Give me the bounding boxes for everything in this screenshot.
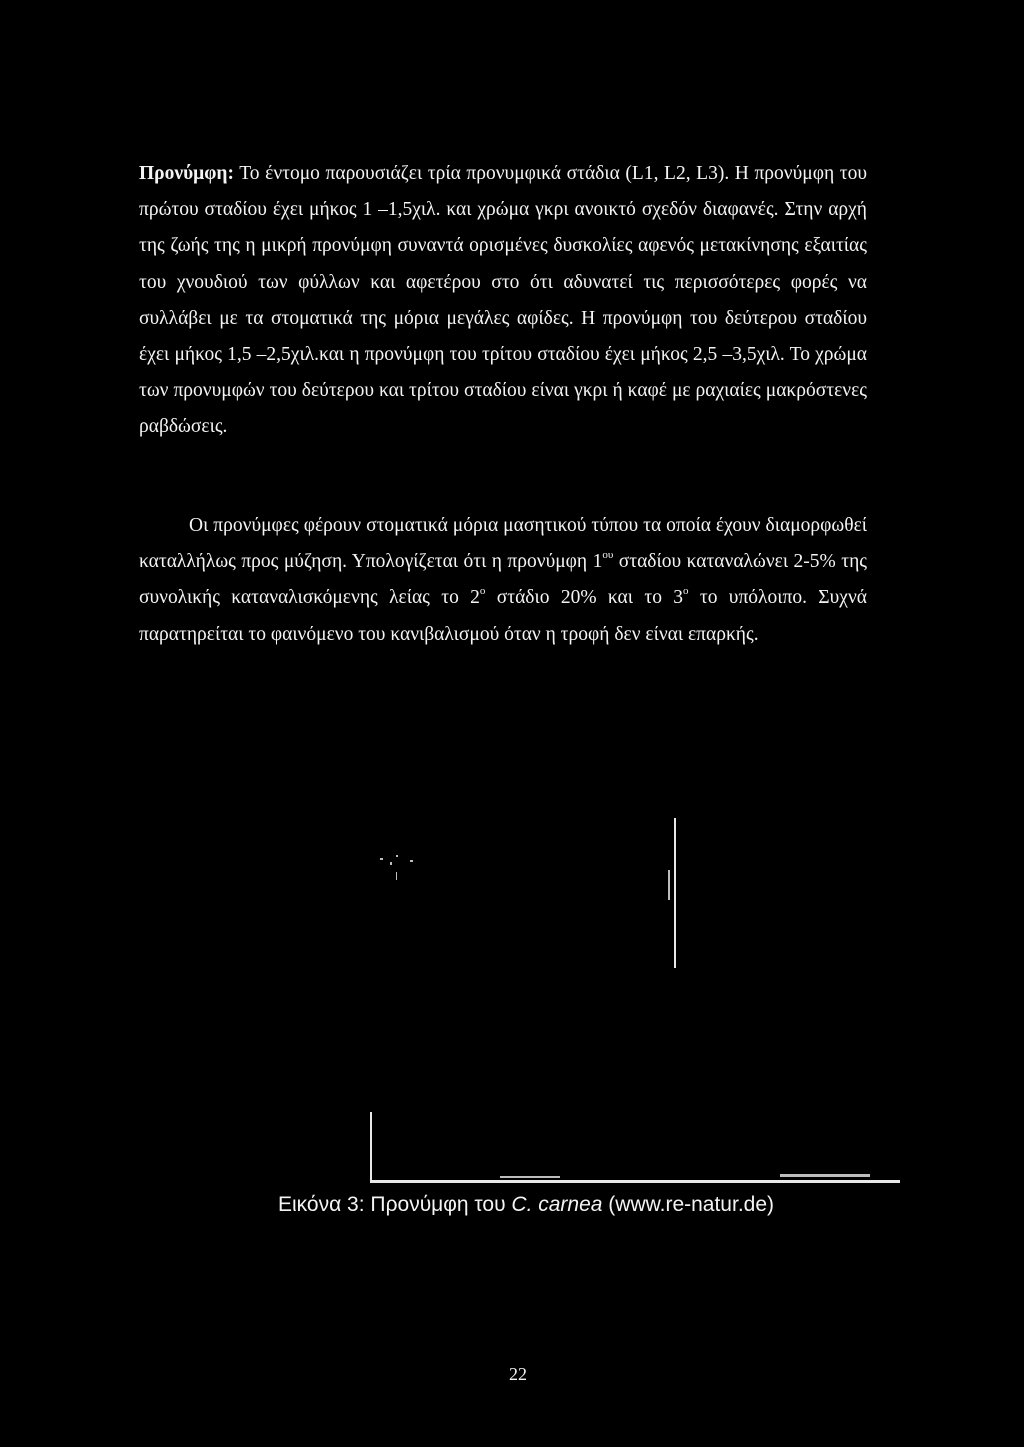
paragraph-body-part2: σταδίου καταναλώνει 2-5% της συνολικής καταναλισκόμενης λείας το 2 — [139, 551, 867, 609]
superscript-ordinal: ου — [602, 548, 614, 561]
figure-speck — [500, 1176, 560, 1178]
caption-species: C. carnea — [511, 1193, 603, 1216]
figure-speck — [668, 870, 670, 900]
figure-edge-line — [370, 1180, 900, 1183]
paragraph-body-part4: το υπόλοιπο. Συχνά παρατηρείται το φαινόμενο του κανιβαλισμού όταν η τροφή δεν είναι επαρκής. — [139, 587, 867, 645]
figure-caption — [0, 1193, 1024, 1217]
paragraph-larva-stages — [139, 156, 867, 446]
figure-speck — [380, 858, 383, 860]
superscript-ordinal: ο — [683, 584, 689, 597]
figure-speck — [780, 1174, 870, 1177]
paragraph-body-part3: στάδιο 20% και το 3 — [485, 587, 684, 609]
figure-edge-line — [674, 818, 676, 968]
paragraph-body: Το έντομο παρουσιάζει τρία προνυμφικά στάδια (L1, L2, L3). Η προνύμφη του πρώτου σταδίου έχει μήκος 1 –1,5χιλ. και χρώμα γκρι ανοικτό σχεδόν διαφανές. Στην αρχή της ζωής της η μικρή προνύμφη συναντά ορισμένες δυσκολίες αφενός μετακίνησης εξαιτίας του χνουδιού των φύλλων και αφετέρου στο ότι αδυνατεί τις περισσότερες φορές να συλλάβει με τα στοματικά της μόρια μεγάλες αφίδες. Η προνύμφη του δεύτερου σταδίου έχει μήκος 1,5 –2,5χιλ.και η προνύμφη του τρίτου σταδίου έχει μήκος 2,5 –3,5χιλ. Το χρώμα των προνυμφών του δεύτερου και τρίτου σταδίου είναι γκρι ή καφέ με ραχιαίες μακρόστενες ραβδώσεις. — [139, 163, 867, 438]
caption-suffix: (www.re-natur.de) — [602, 1193, 775, 1216]
superscript-ordinal: ο — [479, 584, 486, 597]
paragraph-lead-term: Προνύμφη: — [139, 163, 234, 184]
paragraph-mouthparts — [139, 508, 867, 653]
figure-speck — [396, 855, 398, 857]
figure-speck — [390, 862, 392, 865]
figure-speck — [410, 860, 413, 862]
figure-speck — [396, 872, 397, 880]
figure-edge-line — [370, 1112, 372, 1182]
caption-prefix: Εικόνα 3: Προνύμφη του — [277, 1193, 512, 1216]
page-number: 22 — [509, 1364, 527, 1384]
paragraph-body-part1: Οι προνύμφες φέρουν στοματικά μόρια μασητικού τύπου τα οποία έχουν διαμορφωθεί καταλλήλως προς μύζηση. Υπολογίζεται ότι η προνύμφη 1 — [139, 515, 867, 573]
